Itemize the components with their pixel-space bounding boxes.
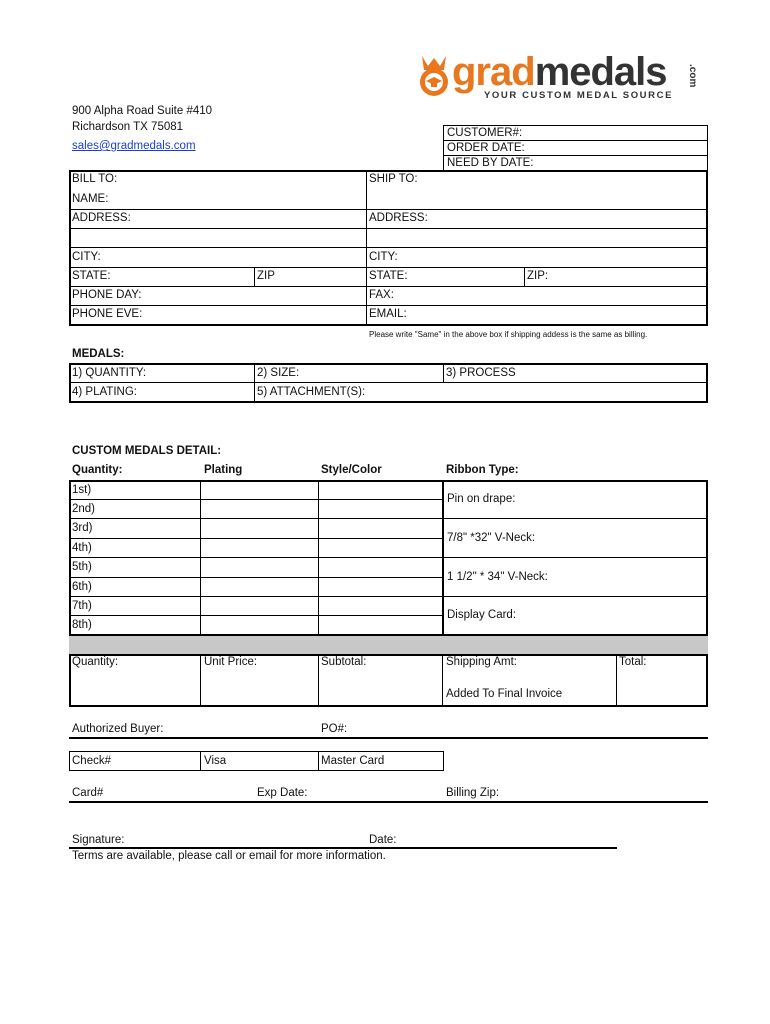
row-label-8: 8th) [72, 619, 92, 631]
po-number-label[interactable]: PO#: [321, 723, 348, 735]
bill-zip-label[interactable]: ZIP [257, 270, 275, 282]
shipping-amt-label[interactable]: Shipping Amt: [446, 656, 517, 668]
company-address-line2: Richardson TX 75081 [72, 121, 184, 133]
medal-attachments-label[interactable]: 5) ATTACHMENT(S): [257, 386, 366, 398]
name-label[interactable]: NAME: [72, 193, 109, 205]
col-ribbon-header: Ribbon Type: [446, 464, 519, 476]
visa-option[interactable]: Visa [204, 755, 227, 767]
bill-city-label[interactable]: CITY: [72, 251, 101, 263]
row-label-2: 2nd) [72, 503, 96, 515]
logo-com: .com [687, 64, 698, 88]
logo-tagline: YOUR CUSTOM MEDAL SOURCE [484, 90, 674, 101]
totals-box [69, 654, 708, 707]
check-option[interactable]: Check# [72, 755, 111, 767]
total-label[interactable]: Total: [619, 656, 647, 668]
ship-state-label[interactable]: STATE: [369, 270, 408, 282]
order-date-label[interactable]: ORDER DATE: [447, 142, 525, 154]
payment-method-box [69, 751, 444, 771]
ship-city-label[interactable]: CITY: [369, 251, 398, 263]
ship-to-label[interactable]: SHIP TO: [369, 173, 418, 185]
ship-address-label[interactable]: ADDRESS: [369, 212, 428, 224]
exp-date-label[interactable]: Exp Date: [257, 787, 308, 799]
section-divider-band [69, 636, 708, 654]
fax-label[interactable]: FAX: [369, 289, 394, 301]
phone-day-label[interactable]: PHONE DAY: [72, 289, 142, 301]
bill-state-label[interactable]: STATE: [72, 270, 111, 282]
terms-text: Terms are available, please call or email for more information. [72, 850, 386, 862]
medal-logo-icon [414, 54, 454, 98]
signature-label[interactable]: Signature: [72, 834, 125, 846]
logo-text-medals: medals [534, 50, 667, 94]
row-label-7: 7th) [72, 600, 92, 612]
totals-quantity-label[interactable]: Quantity: [72, 656, 119, 668]
billing-shipping-box [69, 170, 708, 326]
row-label-6: 6th) [72, 581, 92, 593]
medal-quantity-label[interactable]: 1) QUANTITY: [72, 367, 147, 379]
phone-eve-label[interactable]: PHONE EVE: [72, 308, 143, 320]
col-style-header: Style/Color [321, 464, 382, 476]
master-card-option[interactable]: Master Card [321, 755, 385, 767]
custom-medals-table [69, 480, 708, 636]
ribbon-pin-on-drape[interactable]: Pin on drape: [447, 493, 516, 505]
authorized-buyer-label[interactable]: Authorized Buyer: [72, 723, 164, 735]
row-label-1: 1st) [72, 484, 92, 496]
customer-number-label[interactable]: CUSTOMER#: [447, 127, 523, 139]
company-address-line1: 900 Alpha Road Suite #410 [72, 105, 213, 117]
row-label-4: 4th) [72, 542, 92, 554]
bill-address-label[interactable]: ADDRESS: [72, 212, 131, 224]
unit-price-label[interactable]: Unit Price: [204, 656, 258, 668]
medals-heading: MEDALS: [72, 348, 125, 360]
logo [412, 50, 712, 102]
logo-text-grad: grad [452, 50, 535, 94]
col-plating-header: Plating [204, 464, 243, 476]
custom-medals-heading: CUSTOM MEDALS DETAIL: [72, 445, 222, 457]
ribbon-112-vneck[interactable]: 1 1/2" * 34" V-Neck: [447, 571, 548, 583]
medals-box [69, 363, 708, 403]
row-label-3: 3rd) [72, 522, 93, 534]
email-label[interactable]: EMAIL: [369, 308, 407, 320]
medal-process-label[interactable]: 3) PROCESS [446, 367, 516, 379]
medal-plating-label[interactable]: 4) PLATING: [72, 386, 137, 398]
ribbon-78-vneck[interactable]: 7/8" *32" V-Neck: [447, 532, 536, 544]
shipping-same-note: Please write "Same" in the above box if shipping addess is the same as billing. [369, 330, 648, 339]
need-by-date-label[interactable]: NEED BY DATE: [447, 157, 534, 169]
ship-zip-label[interactable]: ZIP: [527, 270, 549, 282]
date-label[interactable]: Date: [369, 834, 397, 846]
bill-to-label[interactable]: BILL TO: [72, 173, 118, 185]
shipping-note: Added To Final Invoice [446, 688, 563, 700]
billing-zip-label[interactable]: Billing Zip: [446, 787, 500, 799]
company-email-link[interactable]: sales@gradmedals.com [72, 140, 196, 152]
col-quantity-header: Quantity: [72, 464, 123, 476]
card-number-label[interactable]: Card# [72, 787, 104, 799]
medal-size-label[interactable]: 2) SIZE: [257, 367, 300, 379]
ribbon-display-card[interactable]: Display Card: [447, 609, 517, 621]
subtotal-label[interactable]: Subtotal: [321, 656, 367, 668]
row-label-5: 5th) [72, 561, 92, 573]
